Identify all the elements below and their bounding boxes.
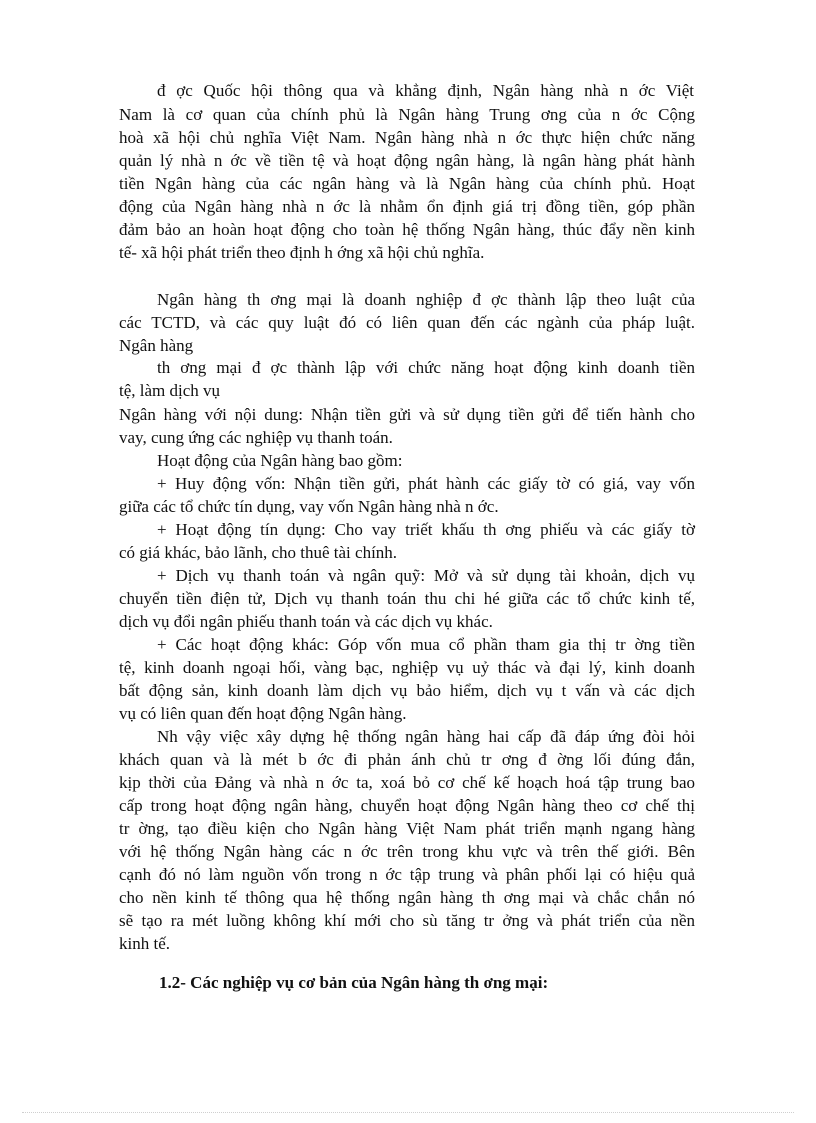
text-line: dịch vụ đổi ngân phiếu thanh toán và các dịch vụ khác.: [119, 612, 493, 631]
text-line: đ ợc Quốc hội thông qua và khẳng định, Ngân hàng nhà n ớc Việt: [157, 81, 694, 100]
text-line: bất động sản, kinh doanh làm dịch vụ bảo hiểm, dịch vụ t vấn và các dịch: [119, 681, 695, 700]
text-line: kinh tế.: [119, 934, 170, 953]
text-line: cho nền kinh tế thông qua hệ thống ngân hàng th ơng mại và chắc chắn nó: [119, 888, 695, 907]
text-line: động của Ngân hàng nhà n ớc là nhằm ổn định giá trị đồng tiền, góp phần: [119, 197, 695, 216]
text-line: Hoạt động của Ngân hàng bao gồm:: [157, 451, 403, 470]
text-line: tiền Ngân hàng của các ngân hàng và là Ngân hàng của chính phủ. Hoạt: [119, 174, 695, 193]
text-line: + Hoạt động tín dụng: Cho vay triết khấu th ơng phiếu và các giấy tờ: [157, 520, 695, 539]
text-line: cấp trong hoạt động ngân hàng, chuyển hoạt động Ngân hàng theo cơ chế thị: [119, 796, 695, 815]
text-line: + Các hoạt động khác: Góp vốn mua cổ phần tham gia thị tr ờng tiền: [157, 635, 695, 654]
text-line: với hệ thống Ngân hàng các n ớc trên trong khu vực và trên thế giới. Bên: [119, 842, 695, 861]
text-line: tệ, kinh doanh ngoại hối, vàng bạc, nghiệp vụ uỷ thác và đại lý, kinh doanh: [119, 658, 695, 677]
text-line: tế- xã hội phát triển theo định h ớng xã hội chủ nghĩa.: [119, 243, 485, 262]
text-line: th ơng mại đ ợc thành lập với chức năng hoạt động kinh doanh tiền: [157, 358, 695, 377]
text-line: Nam là cơ quan của chính phủ là Ngân hàng Trung ơng của n ớc Cộng: [119, 105, 695, 124]
text-line: + Dịch vụ thanh toán và ngân quỹ: Mở và sử dụng tài khoản, dịch vụ: [157, 566, 695, 585]
text-line: tr ờng, tạo điều kiện cho Ngân hàng Việt Nam phát triển mạnh ngang hàng: [119, 819, 695, 838]
text-line: quản lý nhà n ớc về tiền tệ và hoạt động ngân hàng, là ngân hàng phát hành: [119, 151, 695, 170]
text-line: + Huy động vốn: Nhận tiền gửi, phát hành các giấy tờ có giá, vay vốn: [157, 474, 695, 493]
text-line: hoà xã hội chủ nghĩa Việt Nam. Ngân hàng nhà n ớc thực hiện chức năng: [119, 128, 695, 147]
section-heading: 1.2- Các nghiệp vụ cơ bản của Ngân hàng th ơng mại:: [159, 973, 549, 992]
text-line: tệ, làm dịch vụ: [119, 381, 221, 400]
text-line: đảm bảo an hoàn hoạt động cho toàn hệ thống Ngân hàng, thúc đẩy nền kinh: [119, 220, 695, 239]
text-line: khách quan và là mét b ớc đi phản ánh chủ tr ơng đ ờng lối đúng đắn,: [119, 750, 695, 769]
text-line: Ngân hàng với nội dung: Nhận tiền gửi và sử dụng tiền gửi để tiến hành cho: [119, 405, 695, 424]
text-line: các TCTD, và các quy luật đó có liên quan đến các ngành của pháp luật.: [119, 313, 695, 332]
text-line: có giá khác, bảo lãnh, cho thuê tài chính.: [119, 543, 398, 562]
text-line: kịp thời của Đảng và nhà n ớc ta, xoá bỏ cơ chế kế hoạch hoá tập trung bao: [119, 773, 695, 792]
text-line: Ngân hàng: [119, 336, 194, 355]
text-line: vay, cung ứng các nghiệp vụ thanh toán.: [119, 428, 393, 447]
text-line: Nh vậy việc xây dựng hệ thống ngân hàng hai cấp đã đáp ứng đòi hỏi: [157, 727, 695, 746]
text-line: cạnh đó nó làm nguồn vốn trong n ớc tập trung và phân phối lại có hiệu quả: [119, 865, 695, 884]
page-bottom-rule: [22, 1112, 794, 1113]
text-line: chuyển tiền điện tử, Dịch vụ thanh toán thu chi hé giữa các tổ chức kinh tế,: [119, 589, 695, 608]
text-line: giữa các tổ chức tín dụng, vay vốn Ngân hàng nhà n ớc.: [119, 497, 499, 516]
text-line: sẽ tạo ra mét luồng không khí mới cho sù tăng tr ởng và phát triển của nền: [119, 911, 695, 930]
text-line: Ngân hàng th ơng mại là doanh nghiệp đ ợc thành lập theo luật của: [157, 290, 695, 309]
text-line: vụ có liên quan đến hoạt động Ngân hàng.: [119, 704, 407, 723]
